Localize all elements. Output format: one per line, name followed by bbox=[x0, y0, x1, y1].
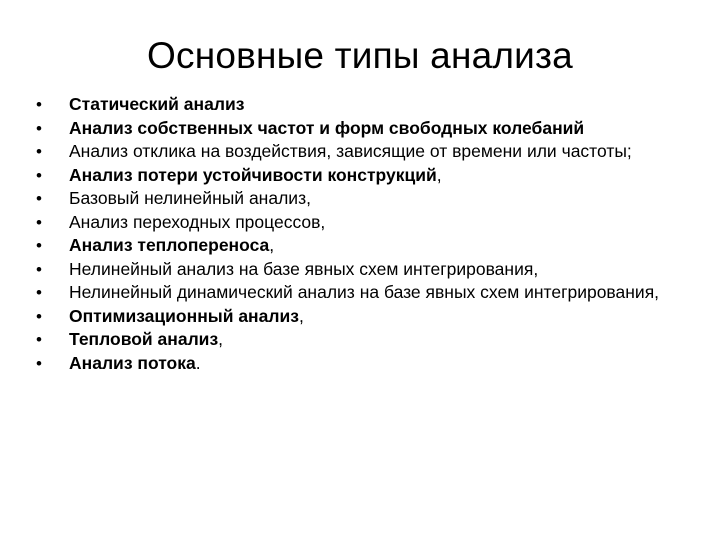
bullet-main-text: Нелинейный динамический анализ на базе явных схем интегрирования, bbox=[69, 282, 660, 302]
bullet-icon: • bbox=[36, 189, 42, 208]
bullet-tail-text: . bbox=[195, 352, 201, 373]
list-item bbox=[36, 305, 676, 326]
bullet-icon: • bbox=[36, 165, 42, 185]
bullet-icon: • bbox=[36, 353, 42, 373]
bullet-icon: • bbox=[36, 236, 42, 255]
bullet-main-text: Анализ собственных частот и форм свободных колебаний bbox=[69, 117, 585, 138]
list-item bbox=[36, 352, 676, 373]
bullet-text bbox=[69, 164, 676, 185]
bullet-icon: • bbox=[36, 118, 42, 138]
slide-title: Основные типы анализа bbox=[147, 35, 573, 76]
bullet-main-text: Базовый нелинейный анализ, bbox=[69, 188, 311, 208]
bullet-main-text: Оптимизационный анализ bbox=[69, 305, 299, 326]
bullet-icon: • bbox=[36, 283, 42, 302]
bullet-text bbox=[69, 190, 676, 208]
bullet-tail-text: , bbox=[218, 329, 224, 349]
bullet-text bbox=[69, 237, 676, 255]
list-item bbox=[36, 190, 676, 208]
bullet-icon: • bbox=[36, 306, 42, 326]
list-item bbox=[36, 211, 676, 232]
bullet-text bbox=[69, 117, 676, 138]
bullet-list bbox=[36, 96, 676, 378]
bullet-main-text: Статический анализ bbox=[69, 94, 245, 114]
bullet-main-text: Нелинейный анализ на базе явных схем интегрирования, bbox=[69, 258, 539, 279]
bullet-main-text: Тепловой анализ bbox=[69, 329, 219, 349]
bullet-icon: • bbox=[36, 259, 42, 279]
list-item bbox=[36, 164, 676, 185]
list-item bbox=[36, 117, 676, 138]
bullet-main-text: Анализ переходных процессов, bbox=[69, 211, 326, 232]
bullet-icon: • bbox=[36, 142, 42, 161]
list-item bbox=[36, 284, 676, 302]
bullet-text bbox=[69, 305, 676, 326]
bullet-text bbox=[69, 331, 676, 349]
bullet-text bbox=[69, 258, 676, 279]
list-item bbox=[36, 96, 676, 114]
bullet-text bbox=[69, 352, 676, 373]
bullet-main-text: Анализ теплопереноса bbox=[69, 235, 270, 255]
bullet-tail-text: , bbox=[269, 235, 275, 255]
bullet-icon: • bbox=[36, 212, 42, 232]
bullet-text bbox=[69, 96, 676, 114]
list-item bbox=[36, 331, 676, 349]
bullet-text bbox=[69, 284, 676, 302]
bullet-tail-text: , bbox=[436, 164, 442, 185]
list-item bbox=[36, 237, 676, 255]
bullet-main-text: Анализ отклика на воздействия, зависящие от времени или частоты; bbox=[69, 141, 632, 161]
bullet-text bbox=[69, 211, 676, 232]
bullet-icon: • bbox=[36, 95, 42, 114]
bullet-main-text: Анализ потери устойчивости конструкций bbox=[69, 164, 437, 185]
bullet-main-text: Анализ потока bbox=[69, 352, 196, 373]
bullet-text bbox=[69, 143, 676, 161]
bullet-tail-text: , bbox=[298, 305, 304, 326]
list-item bbox=[36, 143, 676, 161]
list-item bbox=[36, 258, 676, 279]
bullet-icon: • bbox=[36, 330, 42, 349]
